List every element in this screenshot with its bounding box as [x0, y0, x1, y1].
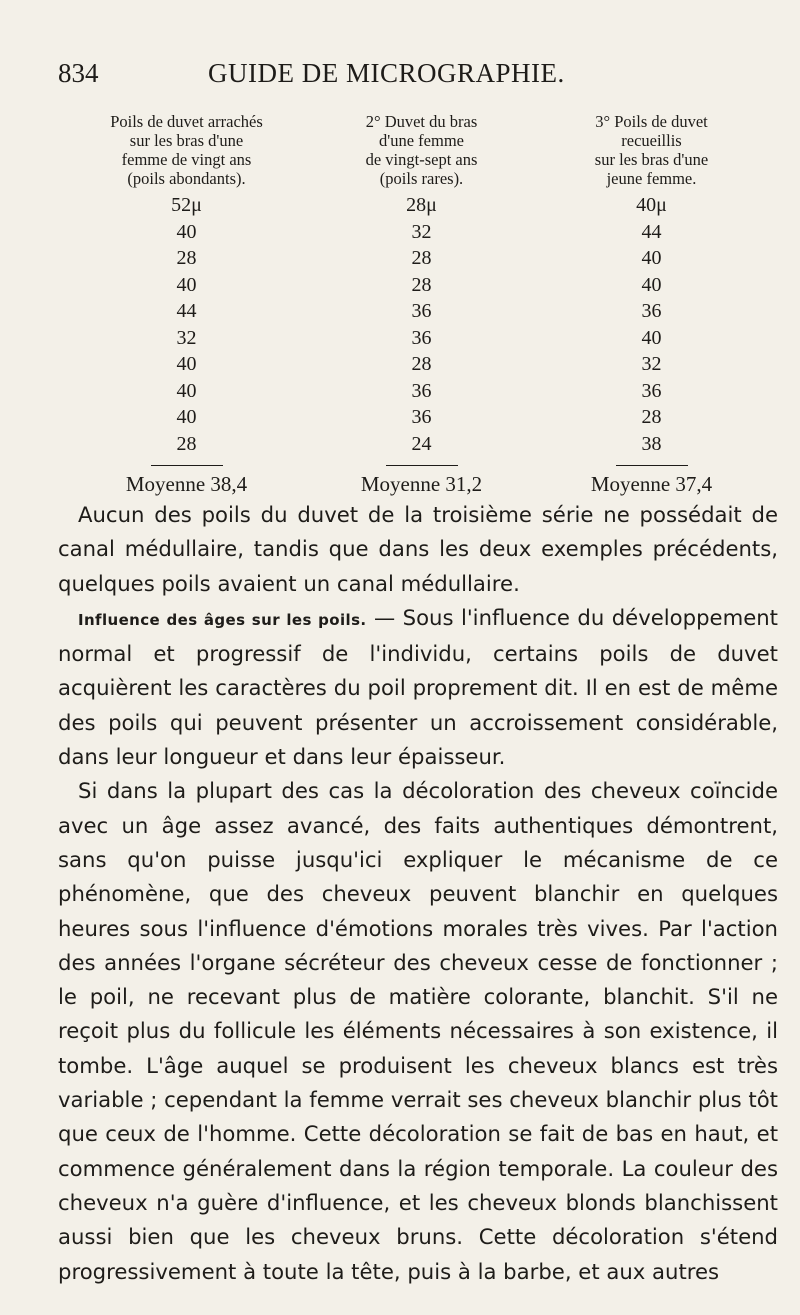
table-value: 40 [176, 379, 197, 402]
table-value: 38 [641, 432, 662, 455]
table-value: 28 [411, 247, 432, 269]
table-value: 40μ [636, 194, 667, 216]
table-value: 32 [176, 326, 197, 349]
sum-rule [151, 465, 223, 466]
table-value: 36 [411, 326, 432, 349]
table-value: 40 [641, 326, 662, 349]
column-average: Moyenne 38,4 [125, 472, 248, 496]
sum-rule [616, 465, 688, 466]
table-value: 36 [411, 406, 432, 428]
table-value: 32 [641, 353, 662, 375]
table-value: 40 [176, 353, 197, 375]
table-value: 52μ [171, 194, 202, 216]
sum-rule [386, 465, 458, 466]
paragraph-text: — Sous l'influence du développement normal et progressif de l'individu, certains poils de duvet acquièrent les caractères du poil proprement dit. Il en est de même des poils qui peuvent présenter un accroissement considérable, dans leur longueur et dans leur épaisseur. [58, 604, 778, 770]
table-value: 24 [411, 432, 432, 455]
table-value: 40 [641, 247, 662, 269]
table-value: 40 [641, 273, 662, 296]
body-text [58, 498, 778, 1289]
table-value: 28 [411, 353, 432, 375]
running-title: GUIDE DE MICROGRAPHIE. [208, 58, 565, 88]
table-value: 36 [411, 300, 432, 322]
table-value: 28 [176, 247, 197, 269]
table-value: 44 [176, 300, 197, 322]
column-heading: Poils de duvet arrachés sur les bras d'une femme de vingt ans (poils abondants). [110, 112, 263, 188]
section-heading: Influence des âges sur les poils. [78, 610, 367, 629]
paragraph-age-influence [58, 601, 778, 774]
paragraph-discoloration: Si dans la plupart des cas la décoloration des cheveux coïncide avec un âge assez avancé, des faits authentiques démontrent, sans qu'on puisse jusqu'ici expliquer le mécanisme de ce phénomène, que des cheveux peuvent blanchir en quelques heures sous l'influence d'émotions morales très vives. Par l'action des années l'organe sécréteur des cheveux cesse de fonctionner ; le poil, ne recevant plus de matière colorante, blanchit. S'il ne reçoit plus du follicule les éléments nécessaires à son existence, il tombe. L'âge auquel se produisent les cheveux blancs est très variable ; cependant la femme verrait ses cheveux blanchir plus tôt que ceux de l'homme. Cette décoloration se fait de bas en haut, et commence généralement dans la région temporale. La couleur des cheveux n'a guère d'influence, et les cheveux blonds blanchissent aussi bien que les cheveux bruns. Cette décoloration s'étend progressivement à toute la tête, puis à la barbe, et aux autres [58, 778, 778, 1284]
table-column-1 [70, 112, 303, 497]
table-value: 28 [176, 432, 197, 455]
table-value: 36 [411, 379, 432, 402]
table-column-3 [535, 112, 768, 497]
table-value: 28 [411, 273, 432, 296]
column-heading: 3° Poils de duvet recueillis sur les bras d'une jeune femme. [594, 112, 709, 188]
column-values [535, 192, 768, 457]
table-value: 28μ [406, 194, 437, 216]
table-value: 44 [641, 220, 662, 243]
measurements-table [70, 112, 770, 496]
table-column-2 [305, 112, 538, 497]
table-value: 36 [641, 379, 662, 402]
table-value: 40 [176, 406, 197, 428]
page-header [58, 58, 778, 98]
column-average: Moyenne 31,2 [360, 472, 483, 496]
column-values [70, 192, 303, 457]
paragraph-medullary: Aucun des poils du duvet de la troisième série ne possédait de canal médullaire, tandis que dans les deux exemples précédents, quelques poils avaient un canal médullaire. [58, 502, 778, 596]
page-number: 834 [58, 58, 99, 88]
table-value: 40 [176, 220, 197, 243]
column-average: Moyenne 37,4 [590, 472, 713, 496]
table-value: 32 [411, 220, 432, 243]
table-value: 28 [641, 406, 662, 428]
table-value: 36 [641, 300, 662, 322]
column-heading: 2° Duvet du bras d'une femme de vingt-sept ans (poils rares). [365, 112, 478, 188]
table-value: 40 [176, 273, 197, 296]
column-values [305, 192, 538, 457]
